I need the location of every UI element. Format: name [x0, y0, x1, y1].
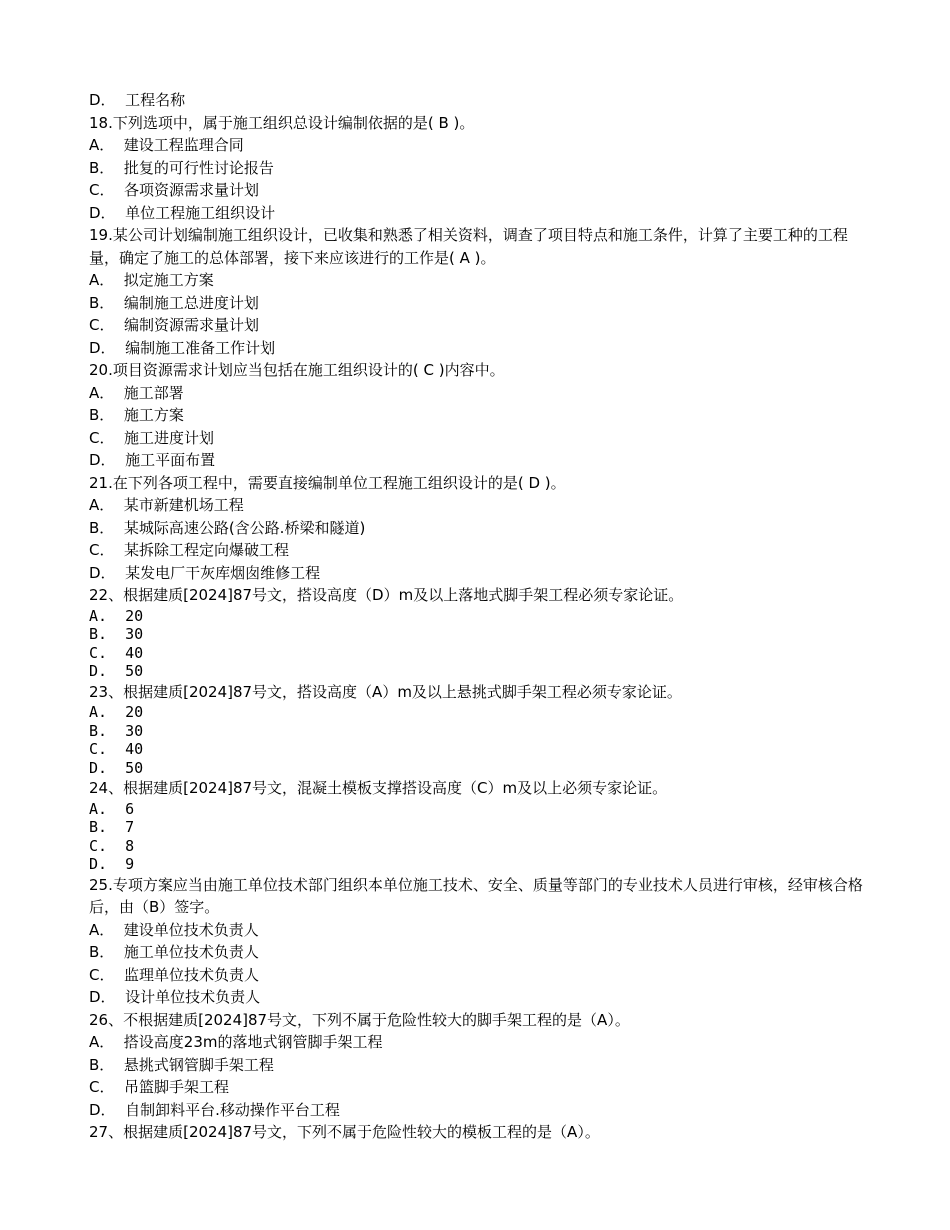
option-23-b: B. 30 — [89, 721, 144, 740]
option-17-d: D． 工程名称 — [89, 91, 186, 109]
question-21: 21.在下列各项工程中，需要直接编制单位工程施工组织设计的是( D )。 — [89, 473, 566, 492]
option-25-c: C． 监理单位技术负责人 — [89, 965, 260, 984]
option-25-a: A． 建设单位技术负责人 — [89, 920, 259, 939]
option-26-b: B． 悬挑式钢管脚手架工程 — [89, 1055, 274, 1074]
option-21-c: C． 某拆除工程定向爆破工程 — [89, 541, 290, 559]
document-page — [89, 89, 864, 1144]
option-22-b: B. 30 — [89, 625, 144, 643]
option-26-d: D． 自制卸料平台.移动操作平台工程 — [89, 1100, 340, 1119]
option-19-d: D． 编制施工准备工作计划 — [89, 338, 276, 357]
option-18-d: D． 单位工程施工组织设计 — [89, 203, 276, 222]
option-19-b: B． 编制施工总进度计划 — [89, 293, 259, 312]
option-20-c: C． 施工进度计划 — [89, 428, 215, 447]
question-27: 27、根据建质[2024]87号文，下列不属于危险性较大的模板工程的是（A）。 — [89, 1123, 600, 1141]
option-21-d: D． 某发电厂干灰库烟囱维修工程 — [89, 563, 321, 582]
question-20: 20.项目资源需求计划应当包括在施工组织设计的( C )内容中。 — [89, 361, 505, 379]
question-22: 22、根据建质[2024]87号文，搭设高度（D）m及以上落地式脚手架工程必须专家论证。 — [89, 586, 684, 604]
option-25-d: D． 设计单位技术负责人 — [89, 988, 261, 1006]
option-18-b: B． 批复的可行性讨论报告 — [89, 158, 274, 177]
option-23-a: A. 20 — [89, 703, 144, 721]
option-22-d: D. 50 — [89, 662, 144, 680]
question-26: 26、不根据建质[2024]87号文，下列不属于危险性较大的脚手架工程的是（A）。 — [89, 1010, 630, 1029]
option-26-a: A． 搭设高度23m的落地式钢管脚手架工程 — [89, 1033, 383, 1051]
option-23-c: C. 40 — [89, 740, 144, 758]
option-22-c: C. 40 — [89, 643, 144, 662]
option-19-c: C． 编制资源需求量计划 — [89, 316, 260, 334]
option-23-d: D. 50 — [89, 758, 144, 777]
option-25-b: B． 施工单位技术负责人 — [89, 943, 259, 961]
option-20-a: A． 施工部署 — [89, 383, 184, 402]
option-22-a: A. 20 — [89, 606, 144, 625]
option-18-c: C． 各项资源需求量计划 — [89, 181, 260, 199]
option-21-b: B． 某城际高速公路(含公路.桥梁和隧道) — [89, 518, 366, 537]
option-26-c: C． 吊篮脚手架工程 — [89, 1078, 230, 1096]
option-18-a: A． 建设工程监理合同 — [89, 136, 244, 154]
option-24-b: B. 7 — [89, 818, 135, 836]
question-23: 23、根据建质[2024]87号文，搭设高度（A）m及以上悬挑式脚手架工程必须专家论证。 — [89, 682, 682, 701]
question-24: 24、根据建质[2024]87号文，混凝土模板支撑搭设高度（C）m及以上必须专家论证。 — [89, 779, 668, 797]
option-24-c: C. 8 — [89, 836, 135, 855]
option-20-b: B． 施工方案 — [89, 406, 184, 424]
option-21-a: A． 某市新建机场工程 — [89, 496, 244, 514]
option-24-d: D. 9 — [89, 855, 135, 873]
option-24-a: A. 6 — [89, 799, 135, 818]
question-18: 18.下列选项中，属于施工组织总设计编制依据的是( B )。 — [89, 113, 475, 132]
question-25: 25.专项方案应当由施工单位技术部门组织本单位施工技术、安全、质量等部门的专业技术人员进行审核，经审核合格后，由（B）签字。 — [89, 875, 863, 916]
option-19-a: A． 拟定施工方案 — [89, 271, 214, 289]
option-20-d: D． 施工平面布置 — [89, 451, 216, 469]
question-19: 19.某公司计划编制施工组织设计，已收集和熟悉了相关资料，调查了项目特点和施工条件，计算了主要工种的工程量，确定了施工的总体部署，接下来应该进行的工作是( A )。 — [89, 226, 848, 267]
